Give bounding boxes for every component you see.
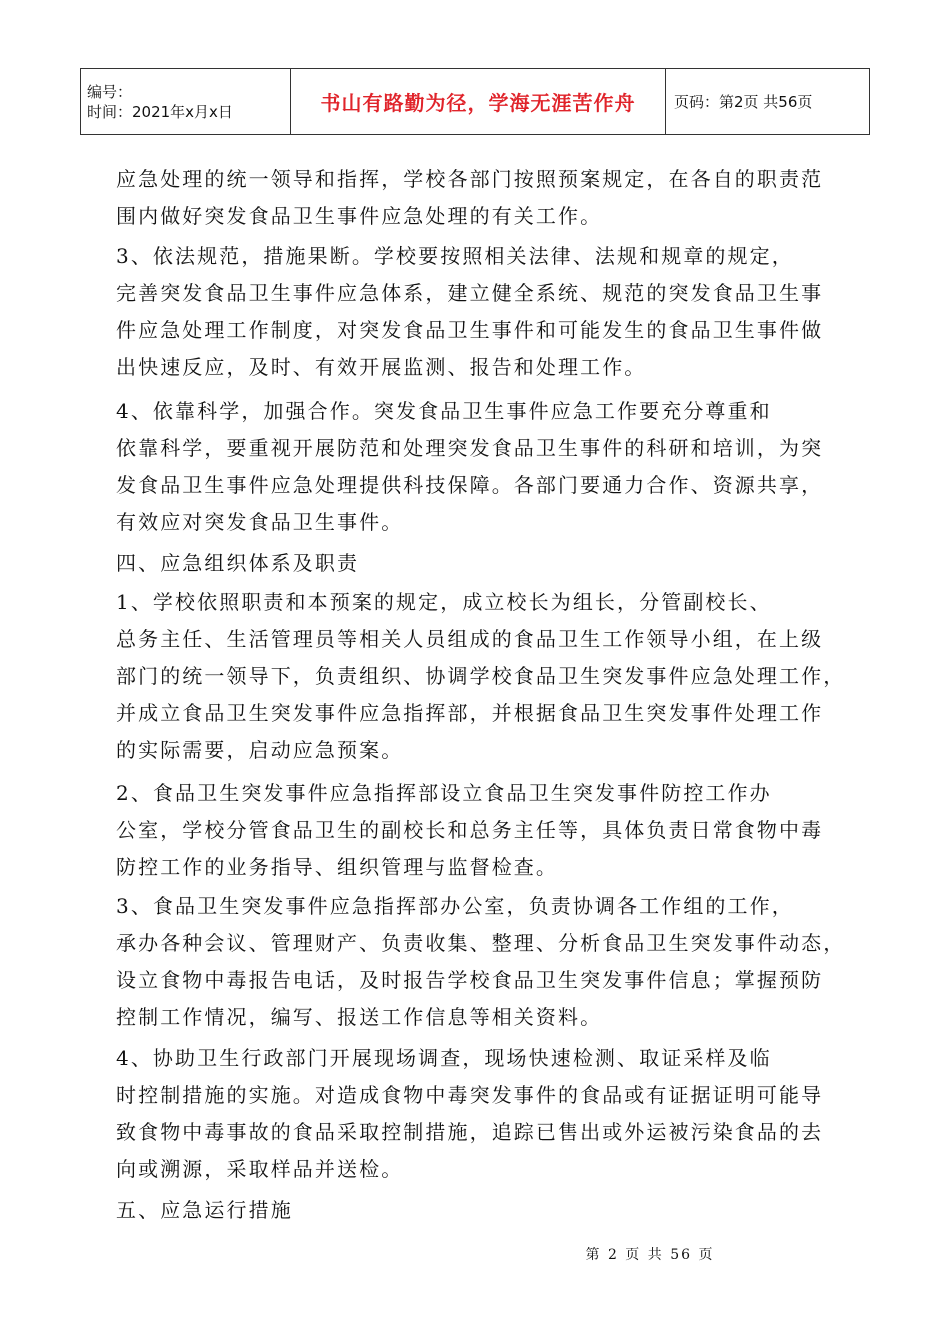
text-line: 向或溯源，采取样品并送检。 — [116, 1157, 404, 1181]
paragraph — [116, 584, 846, 769]
text-line: 部门的统一领导下，负责组织、协调学校食品卫生突发事件应急处理工作， — [116, 664, 846, 688]
text-line: 防控工作的业务指导、组织管理与监督检查。 — [116, 855, 558, 879]
paragraph — [116, 161, 832, 235]
text-line: 承办各种会议、管理财产、负责收集、整理、分析食品卫生突发事件动态， — [116, 931, 846, 955]
text-line: 2、食品卫生突发事件应急指挥部设立食品卫生突发事件防控工作办 — [116, 781, 772, 805]
paragraph — [116, 238, 832, 386]
text-line: 3、依法规范，措施果断。学校要按照相关法律、法规和规章的规定， — [116, 244, 794, 268]
text-line: 致食物中毒事故的食品采取控制措施，追踪已售出或外运被污染食品的去 — [116, 1120, 824, 1144]
text-line: 公室，学校分管食品卫生的副校长和总务主任等，具体负责日常食物中毒 — [116, 818, 824, 842]
paragraph — [116, 775, 832, 886]
paragraph — [116, 888, 846, 1036]
text-line: 围内做好突发食品卫生事件应急处理的有关工作。 — [116, 204, 603, 228]
section-heading — [116, 1192, 832, 1229]
section-heading — [116, 545, 832, 582]
page-footer — [0, 1244, 950, 1264]
header-page-cell — [666, 69, 870, 135]
text-line: 有效应对突发食品卫生事件。 — [116, 510, 404, 534]
text-line: 的实际需要，启动应急预案。 — [116, 738, 404, 762]
text-line: 依靠科学，要重视开展防范和处理突发食品卫生事件的科研和培训，为突 — [116, 436, 824, 460]
header-motto-cell — [291, 69, 666, 135]
header-table — [80, 68, 870, 135]
text-line: 时控制措施的实施。对造成食物中毒突发事件的食品或有证据证明可能导 — [116, 1083, 824, 1107]
footer-page-number: 第 2 页 共 56 页 — [585, 1247, 715, 1263]
motto: 书山有路勤为径，学海无涯苦作舟 — [320, 91, 636, 115]
text-line: 4、依靠科学，加强合作。突发食品卫生事件应急工作要充分尊重和 — [116, 399, 772, 423]
paragraph — [116, 1040, 832, 1188]
text-line: 4、协助卫生行政部门开展现场调查，现场快速检测、取证采样及临 — [116, 1046, 772, 1070]
text-line: 出快速反应，及时、有效开展监测、报告和处理工作。 — [116, 355, 647, 379]
number-label: 编号： — [87, 82, 133, 101]
text-line: 设立食物中毒报告电话，及时报告学校食品卫生突发事件信息；掌握预防 — [116, 968, 824, 992]
text-line: 件应急处理工作制度，对突发食品卫生事件和可能发生的食品卫生事件做 — [116, 318, 824, 342]
text-line: 四、应急组织体系及职责 — [116, 551, 360, 575]
header-meta-cell — [81, 69, 291, 135]
text-line: 应急处理的统一领导和指挥，学校各部门按照预案规定，在各自的职责范 — [116, 167, 824, 191]
text-line: 总务主任、生活管理员等相关人员组成的食品卫生工作领导小组，在上级 — [116, 627, 824, 651]
text-line: 发食品卫生事件应急处理提供科技保障。各部门要通力合作、资源共享， — [116, 473, 824, 497]
text-line: 并成立食品卫生突发事件应急指挥部，并根据食品卫生突发事件处理工作 — [116, 701, 824, 725]
time-label: 时间：2021年x月x日 — [87, 102, 233, 121]
text-line: 1、学校依照职责和本预案的规定，成立校长为组长，分管副校长、 — [116, 590, 772, 614]
text-line: 五、应急运行措施 — [116, 1198, 293, 1222]
paragraph — [116, 393, 832, 541]
text-line: 3、食品卫生突发事件应急指挥部办公室，负责协调各工作组的工作， — [116, 894, 794, 918]
text-line: 控制工作情况，编写、报送工作信息等相关资料。 — [116, 1005, 603, 1029]
text-line: 完善突发食品卫生事件应急体系，建立健全系统、规范的突发食品卫生事 — [116, 281, 824, 305]
page-code: 页码：第2页 共56页 — [674, 93, 813, 111]
